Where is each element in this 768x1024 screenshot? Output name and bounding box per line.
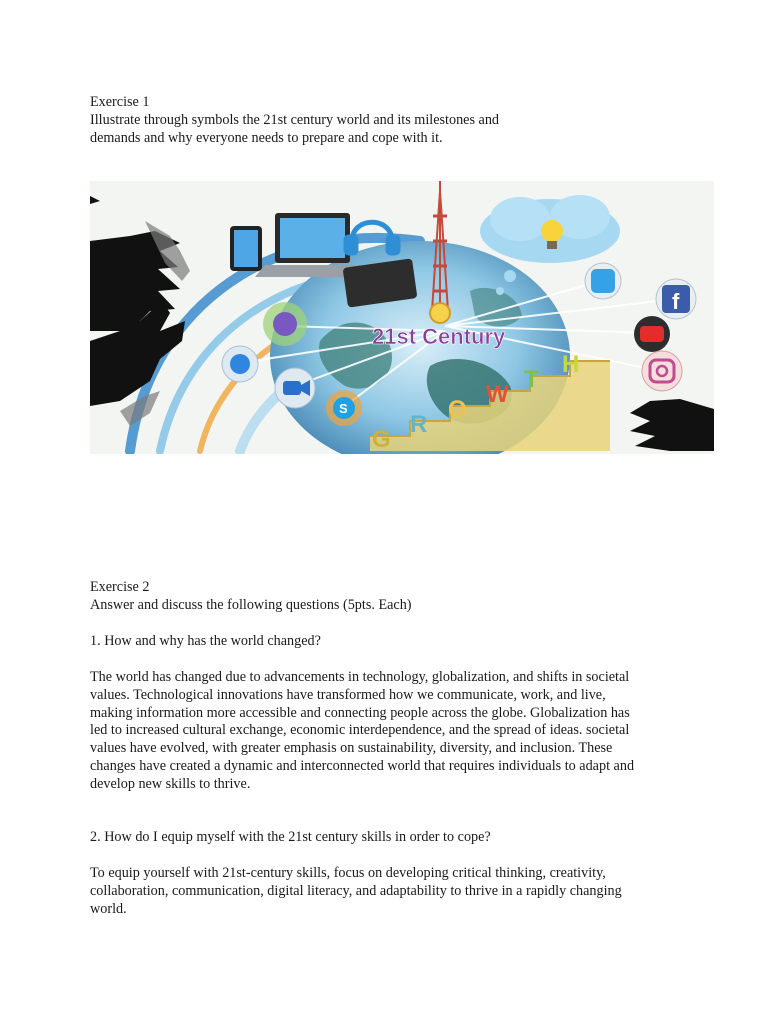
- answer-1-line-1: The world has changed due to advancements in technology, globalization, and shifts in societal: [90, 669, 630, 685]
- answer-1-line-6: changes have created a dynamic and interconnected world that requires individuals to adapt and: [90, 757, 635, 774]
- growth-letter: R: [410, 411, 428, 438]
- video-call-icon: [275, 368, 315, 408]
- answer-1-line-4: led to increased cultural exchange, economic interdependence, and the spread of ideas. societal: [90, 722, 630, 739]
- growth-letter: T: [524, 366, 539, 393]
- exercise-2: [90, 579, 690, 615]
- svg-text:f: f: [672, 289, 680, 314]
- messenger-icon: [222, 346, 258, 382]
- answer-1-line-7: develop new skills to thrive.: [90, 775, 251, 792]
- exercise-1-title: Exercise 1: [90, 94, 150, 110]
- exercise-1-prompt-line-2: demands and why everyone needs to prepare and cope with it.: [90, 129, 443, 146]
- answer-1-line-5: values have evolved, with greater emphasis on sustainability, diversity, and inclusion. These: [90, 740, 613, 757]
- exercise-2-title: Exercise 2: [90, 579, 150, 595]
- question-2-text: 2. How do I equip myself with the 21st century skills in order to cope?: [90, 829, 491, 845]
- exercise-2-instructions: Answer and discuss the following questions (5pts. Each): [90, 596, 412, 613]
- growth-letter: W: [486, 381, 509, 408]
- answer-2-line-2: collaboration, communication, digital literacy, and adaptability to thrive in a rapidly changing: [90, 882, 622, 899]
- question-1-text: 1. How and why has the world changed?: [90, 633, 321, 649]
- question-1: [90, 633, 690, 651]
- answer-2-line-3: world.: [90, 900, 127, 917]
- growth-letter: G: [372, 426, 391, 453]
- 21st-century-illustration: [90, 181, 714, 454]
- answer-1-line-2: values. Technological innovations have transformed how we communicate, work, and live,: [90, 686, 606, 703]
- answer-2-line-1: To equip yourself with 21st-century skills, focus on developing critical thinking, creativity,: [90, 865, 606, 881]
- growth-letter: O: [448, 396, 467, 423]
- answer-1-line-3: making information more accessible and connecting people across the globe. Globalization has: [90, 704, 630, 721]
- question-2: [90, 829, 690, 847]
- twitter-icon: [585, 263, 621, 299]
- youtube-icon: [634, 316, 670, 352]
- 21st-century-banner: 21st Century: [372, 324, 506, 349]
- exercise-1: [90, 94, 690, 147]
- growth-letter: H: [562, 351, 580, 378]
- facebook-icon: [656, 279, 696, 319]
- tablet-icon: [230, 226, 262, 271]
- answer-2: [90, 865, 690, 918]
- answer-1: [90, 669, 690, 794]
- instagram-icon: [642, 351, 682, 391]
- exercise-1-prompt-line-1: Illustrate through symbols the 21st century world and its milestones and: [90, 111, 500, 128]
- svg-text:S: S: [339, 401, 348, 416]
- viber-icon: [263, 302, 307, 346]
- skype-icon: [326, 390, 362, 426]
